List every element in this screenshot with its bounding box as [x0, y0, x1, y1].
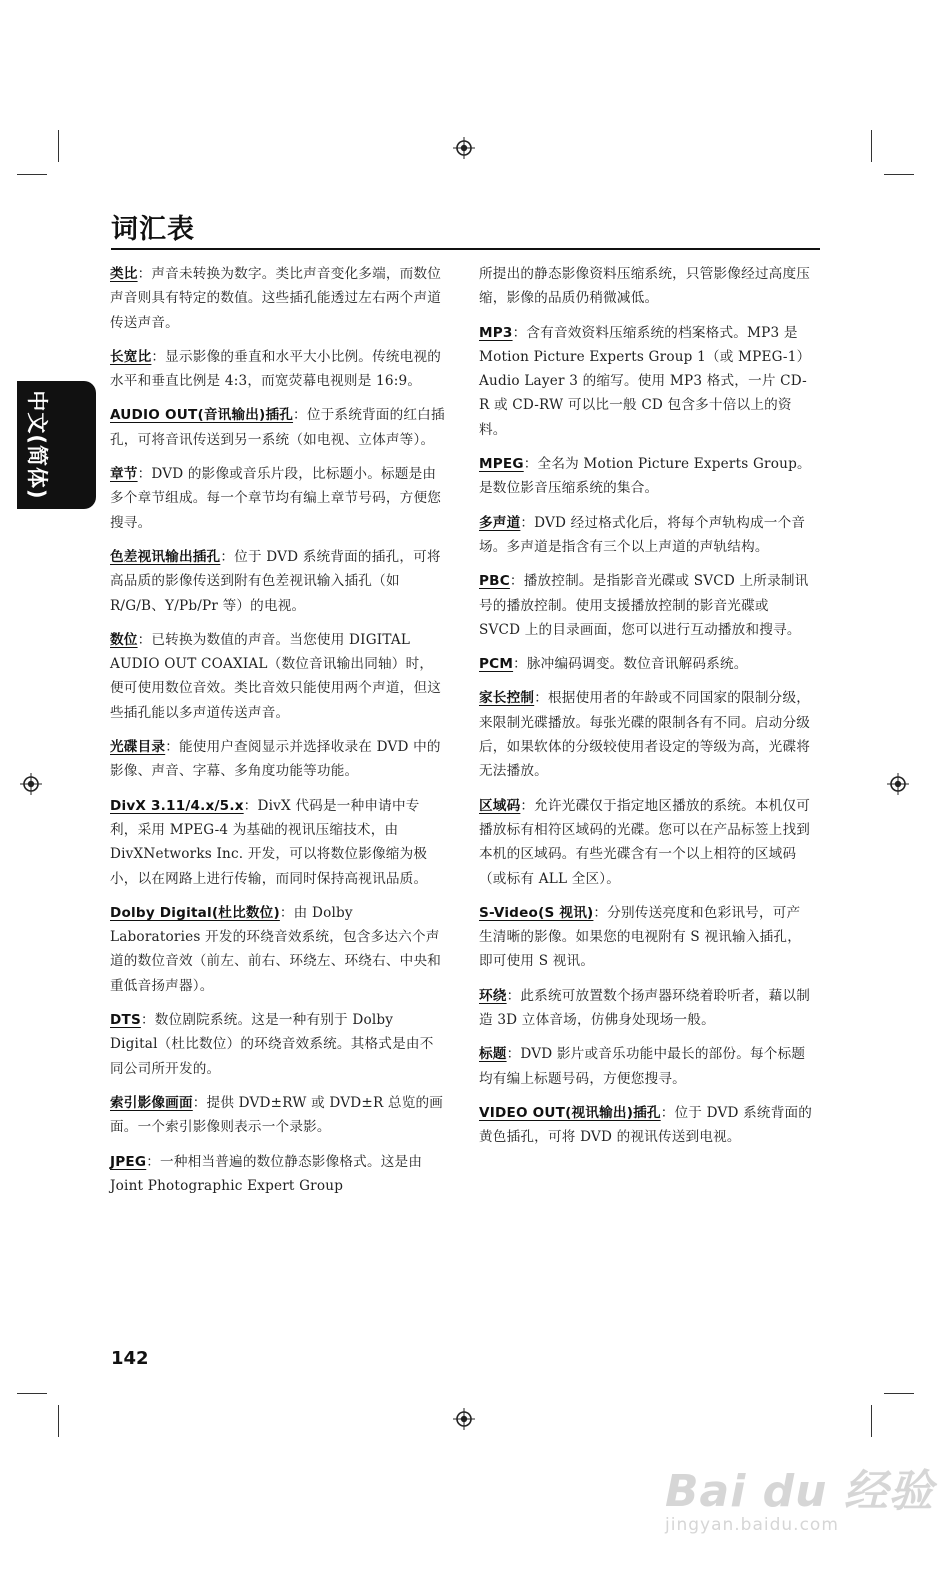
- glossary-definition: ：脉冲编码调变。数位音讯解码系统。: [513, 656, 748, 673]
- glossary-entry: [479, 452, 814, 501]
- glossary-term: PCM: [479, 656, 514, 673]
- glossary-term: 家长控制: [479, 690, 535, 707]
- registration-mark-icon: [887, 773, 909, 795]
- glossary-definition: ：根据使用者的年龄或不同国家的限制分级，来限制光碟播放。每张光碟的限制各有不同。启动分级后，如果软体的分级较使用者设定的等级为高，光碟将无法播放。: [479, 690, 811, 780]
- glossary-term: VIDEO OUT(视讯输出)插孔: [479, 1104, 661, 1121]
- glossary-definition: ：DVD 的影像或音乐片段，比标题小。标题是由多个章节组成。每一个章节均有编上章节号码，方便您搜寻。: [110, 466, 442, 531]
- glossary-definition: ：位于系统背面的红白插孔，可将音讯传送到另一系统（如电视、立体声等）。: [110, 407, 445, 448]
- glossary-term: 数位: [110, 631, 138, 648]
- glossary-term: 索引影像画面: [110, 1094, 193, 1111]
- glossary-definition: ：此系统可放置数个扬声器环绕着聆听者，藉以制造 3D 立体音场，仿佛身处现场一般。: [479, 987, 811, 1029]
- glossary-definition: ：由 Dolby Laboratories 开发的环绕音效系统，包含多达六个声道的数位音效（前左、前右、环绕左、环绕右、中央和重低音扬声器）。: [110, 904, 442, 994]
- glossary-definition: ：声音未转换为数字。类比声音变化多端，而数位声音则具有特定的数值。这些插孔能透过左右两个声道传送声音。: [110, 266, 442, 331]
- glossary-entry: [110, 462, 445, 535]
- glossary-entry: [479, 794, 814, 891]
- glossary-term: MP3: [479, 324, 513, 341]
- glossary-entry: [479, 569, 814, 642]
- glossary-definition: ：数位剧院系统。这是一种有别于 Dolby Digital（杜比数位）的环绕音效系统。其格式是由不同公司所开发的。: [110, 1012, 434, 1077]
- glossary-definition: ：DivX 代码是一种申请中专利，采用 MPEG-4 为基础的视讯压缩技术，由 DivXNetworks Inc. 开发，可以将数位影像缩为极小，以在网路上进行传输，而同时保持高视讯品质。: [110, 797, 428, 887]
- glossary-definition: ：提供 DVD±RW 或 DVD±R 总览的画面。一个索引影像则表示一个录影。: [110, 1094, 444, 1136]
- glossary-entry: [479, 511, 814, 560]
- glossary-definition: ：位于 DVD 系统背面的黄色插孔，可将 DVD 的视讯传送到电视。: [479, 1104, 813, 1146]
- glossary-definition: ：显示影像的垂直和水平大小比例。传统电视的水平和垂直比例是 4:3，而宽荧幕电视则是 16:9。: [110, 348, 442, 390]
- glossary-definition: ：分别传送亮度和色彩讯号，可产生清晰的影像。如果您的电视附有 S 视讯输入插孔，即可使用 S 视讯。: [479, 904, 802, 970]
- crop-mark: [17, 1393, 47, 1394]
- title-divider: [111, 248, 820, 250]
- glossary-left-column: [110, 262, 445, 1208]
- page-number: 142: [111, 1348, 149, 1369]
- glossary-entry: [110, 1091, 445, 1140]
- watermark-logo: Bai du 经验: [665, 1466, 934, 1517]
- glossary-definition: 所提出的静态影像资料压缩系统，只管影像经过高度压缩，影像的品质仍稍微减低。: [479, 266, 811, 307]
- registration-mark-icon: [20, 773, 42, 795]
- language-tab-label: 中文(简体): [25, 390, 49, 500]
- registration-mark-icon: [453, 1408, 475, 1430]
- glossary-entry: [110, 403, 445, 452]
- crop-mark: [58, 130, 59, 162]
- glossary-entry: [479, 984, 814, 1033]
- glossary-definition: ：允许光碟仅于指定地区播放的系统。本机仅可播放标有相符区域码的光碟。您可以在产品标签上找到本机的区域码。有些光碟含有一个以上相符的区域码（或标有 ALL 全区）。: [479, 797, 811, 887]
- glossary-term: 环绕: [479, 987, 507, 1004]
- crop-mark: [884, 1393, 914, 1394]
- glossary-definition: ：位于 DVD 系统背面的插孔，可将高品质的影像传送到附有色差视讯输入插孔（如 R/G/B、Y/Pb/Pr 等）的电视。: [110, 548, 441, 614]
- glossary-definition: ：全名为 Motion Picture Experts Group。是数位影音压缩系统的集合。: [479, 456, 811, 497]
- glossary-entry: [110, 628, 445, 725]
- crop-mark: [17, 174, 47, 175]
- watermark-url: jingyan.baidu.com: [665, 1515, 839, 1535]
- glossary-entry: [110, 794, 445, 891]
- glossary-term: DivX 3.11/4.x/5.x: [110, 797, 244, 814]
- glossary-entry: [110, 901, 445, 998]
- glossary-term: 多声道: [479, 514, 521, 531]
- glossary-term: MPEG: [479, 456, 524, 473]
- glossary-term: 章节: [110, 466, 138, 483]
- glossary-entry: [479, 321, 814, 442]
- glossary-entry: [110, 262, 445, 335]
- glossary-entry: [479, 262, 814, 311]
- crop-mark: [884, 174, 914, 175]
- glossary-definition: ：含有音效资料压缩系统的档案格式。MP3 是 Motion Picture Experts Group 1（或 MPEG-1）Audio Layer 3 的缩写。使用 MP3 格式，一片 CD-R 或 CD-RW 可以比一般 CD 包含多十倍以上的资料。: [479, 324, 811, 438]
- crop-mark: [871, 130, 872, 162]
- glossary-term: Dolby Digital(杜比数位): [110, 904, 280, 921]
- glossary-term: 标题: [479, 1046, 507, 1063]
- glossary-term: AUDIO OUT(音讯输出)插孔: [110, 407, 294, 424]
- glossary-entry: [110, 1150, 445, 1199]
- glossary-entry: [479, 901, 814, 974]
- glossary-entry: [110, 1008, 445, 1081]
- glossary-term: S-Video(S 视讯): [479, 904, 594, 921]
- glossary-term: 色差视讯输出插孔: [110, 548, 221, 565]
- glossary-definition: ：DVD 影片或音乐功能中最长的部份。每个标题均有编上标题号码，方便您搜寻。: [479, 1046, 806, 1087]
- glossary-definition: ：播放控制。是指影音光碟或 SVCD 上所录制讯号的播放控制。使用支援播放控制的影音光碟或 SVCD 上的目录画面，您可以进行互动播放和搜寻。: [479, 573, 809, 638]
- glossary-entry: [479, 1042, 814, 1091]
- crop-mark: [871, 1405, 872, 1437]
- glossary-entry: [110, 735, 445, 784]
- page-title: 词汇表: [111, 214, 195, 245]
- registration-mark-icon: [453, 137, 475, 159]
- glossary-definition: ：能使用户查阅显示并选择收录在 DVD 中的影像、声音、字幕、多角度功能等功能。: [110, 739, 441, 780]
- glossary-term: 类比: [110, 266, 138, 282]
- glossary-definition: ：DVD 经过格式化后，将每个声轨构成一个音场。多声道是指含有三个以上声道的声轨结构。: [479, 514, 806, 555]
- glossary-term: 长宽比: [110, 348, 152, 365]
- glossary-term: JPEG: [110, 1153, 147, 1170]
- glossary-right-column: [479, 262, 814, 1160]
- glossary-definition: ：已转换为数值的声音。当您使用 DIGITAL AUDIO OUT COAXIAL（数位音讯输出同轴）时，便可使用数位音效。类比音效只能使用两个声道，但这些插孔能以多声道传送声音。: [110, 631, 442, 721]
- glossary-definition: ：一种相当普遍的数位静态影像格式。这是由 Joint Photographic Expert Group: [110, 1153, 423, 1194]
- glossary-term: PBC: [479, 573, 510, 590]
- glossary-entry: [110, 345, 445, 394]
- glossary-entry: [479, 652, 814, 676]
- watermark: [665, 1455, 934, 1535]
- glossary-entry: [110, 545, 445, 618]
- crop-mark: [58, 1405, 59, 1437]
- glossary-term: 区域码: [479, 797, 521, 814]
- glossary-entry: [479, 1101, 814, 1150]
- glossary-entry: [479, 686, 814, 783]
- glossary-term: 光碟目录: [110, 739, 166, 756]
- glossary-term: DTS: [110, 1012, 141, 1029]
